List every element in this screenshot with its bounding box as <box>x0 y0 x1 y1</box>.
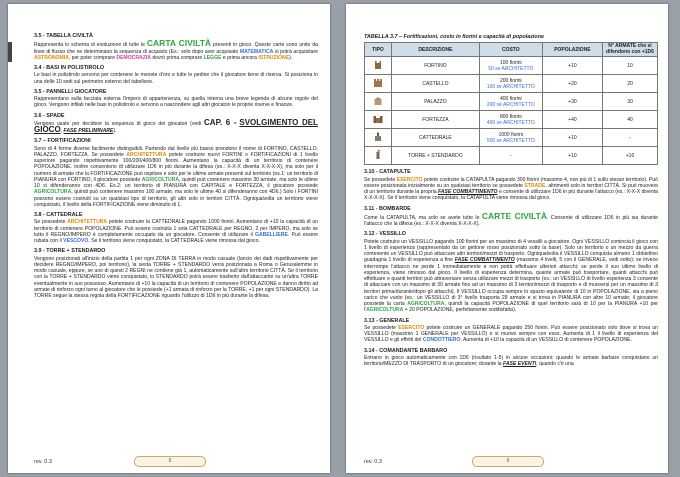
table-row <box>365 57 658 75</box>
table-row <box>365 75 658 93</box>
row-description: PALAZZO <box>392 93 480 111</box>
row-description: CASTELLO <box>392 75 480 93</box>
revision-label: rev. 0.3 <box>364 459 382 465</box>
paragraph: Sono di 4 forme diverse facilmente distinguibili. Partendo dal livello più basso prendono il nome di FORTINO, CASTELLO, PALAZZO, FORTEZZA. Se possedete ARCHITETTURA potete costruire nuovi FORTINI o FORTIFICAZIONI di 1 livello superiore pagando rispettivamente 100/200/400/800 fiorini. Aumentano la capacità di un territorio di contenere POPOLAZIONE. Inoltre consentono di utilizzare 1D6 in più durante la difesa (es.: X-X-X diventa X-X-X-X), ma solo per il numero di armate che la FORTIFICAZIONE può ospitare e solo per le ultime armate presenti sul territorio (es.1: un territorio di PIANURA con FORTINO, il giocatore possiede AGRICOLTURA, quindi può contenere massimo 30 armate, ma solo le ultime 10 si difenderanno con 4D6. Es.2: un territorio di PIANURA con CAPITALE e FORTEZZA, il giocatore possiede AGRICOLTURA, quindi può contenere massimo 100 armate, ma solo le ultime 40 si difenderanno con 4D6.) Solo i FORTINI possono essere costruiti su un qualsiasi tipo di territorio, gli altri solo in territori CITTÀ. Ogniqualvolta un territorio viene conquistato, il livello della FORTIFICAZIONE viene diminuito di 1. <box>34 145 319 208</box>
page-number: 5 <box>134 456 206 467</box>
fortino-icon <box>365 57 392 75</box>
section-title: 3.6 - SPADE <box>34 112 65 119</box>
column-header: N° ARMATE che si difendono con +1D6 <box>603 43 658 57</box>
section-title: 3.7 – FORTIFICAZIONI <box>34 138 91 145</box>
section-title: 3.14 - COMANDANTE BARBARO <box>364 347 448 354</box>
row-cost: 400 fiorini 200 se ARCHITETTO <box>479 93 542 111</box>
row-armies: 40 <box>603 111 658 129</box>
section-title: 3.11 - BOMBARDE <box>364 205 411 212</box>
paragraph: Vengono usate per decidere la sequenza di gioco dei giocatori (vedi CAP. 6 - SVOLGIMENTO DEL GIOCO, FASE PRELIMINARE). <box>34 117 318 134</box>
page-number: 6 <box>472 456 544 467</box>
row-armies: +10 <box>603 147 658 165</box>
row-armies: 20 <box>603 75 658 93</box>
row-population: +30 <box>542 93 602 111</box>
page-left-content <box>34 29 318 302</box>
column-header: COSTO <box>479 43 542 57</box>
table-row <box>365 129 658 147</box>
paragraph: Le basi in polistirolo servono per contenere le monete d'oro e tutte le pedine che il giocatore tiene di riserva. Si posiziona in una delle 10 sedi sul perimetro esterno del tabellone. <box>34 72 318 85</box>
fortezza-icon <box>365 111 392 129</box>
paragraph: Se possedete ESERCITO potete costruire la CATAPULTA pagando 300 fiorini (massimo 4, non più di 1 sullo stesso territorio). Può essere posizionata inizialmente su un qualsiasi territorio se possedete STRADE, altrimenti solo in territori CITTÀ. Si può muovere di un territorio durante la propria FASE COMBATTIMENTO e consente di utilizzare 1D6 in più durante l'attacco (es.: X-X-X diventa X-X-X-X). Se il territorio viene conquistato, la CATAPULTA viene rimossa dal gioco. <box>364 176 659 202</box>
column-header: DESCRIZIONE <box>392 43 480 57</box>
row-cost: 1000 fiorini 500 se ARCHITETTO <box>479 129 542 147</box>
row-description: FORTINO <box>392 57 480 75</box>
column-header: POPOLAZIONE <box>542 43 602 57</box>
section-title: 3.8 - CATTEDRALE <box>34 212 83 218</box>
row-cost: - <box>479 147 542 165</box>
row-armies: - <box>603 129 658 147</box>
fortifications-table <box>364 42 658 165</box>
paragraph: Se possedete ESERCITO potete costruire un GENERALE pagando 250 fiorini. Può essere posizionato solo dove si trova un VESSILLO (massimo 1 GENERALE per VESSILLO) e si muove sempre con esso. Aumenta di 1 il livello di esperienza del VESSILLO e gli effetti del CONDOTTIERO. Aumenta di +10 la capacità di un VESSILLO di contenere POPOLAZIONE. <box>364 324 659 344</box>
paragraph: Se possedete ARCHITETTURA potete costruire la CATTEDRALE pagando 1000 fiorini. Aumentano di +10 la capacità di un territorio di contenere POPOLAZIONE. Può essere costruita 1 sola CATTEDRALE per REGNO, 2 per IMPERO, ma solo se tutto il REGNO/IMPERO è completamente occupato da un giocatore. Consente di utilizzare il GABELLIERE. Può essere rubata con il VESCOVO. Se il territorio viene conquistato, la CATTEDRALE viene rimossa dal gioco. <box>34 219 319 244</box>
table-caption: TABELLA 3.7 – Fortificazioni, costo in fiorini e capacità di popolazione <box>364 34 545 40</box>
page-left <box>8 4 330 473</box>
table-header-row <box>365 43 658 57</box>
table-row <box>365 111 658 129</box>
row-population: +20 <box>542 75 602 93</box>
row-cost: 800 fiorini 400 se ARCHITETTO <box>479 111 542 129</box>
paragraph: Come la CATAPULTA, ma solo se avete tutte le CARTE CIVILTÀ. Consente di utilizzare 1D6 in più sia durante l'attacco che la difesa (es.: X-X-X diventa X-X-X-X). <box>364 210 659 227</box>
section-title: 3.5 - TABELLA CIVILTÀ <box>34 33 93 39</box>
row-description: CATTEDRALE <box>392 129 480 147</box>
row-description: TORRE + STENDARDO <box>392 147 480 165</box>
paragraph: Vengono posizionati all'inizio della partita 1 per ogni ZONA DI TERRA in modo casuale (lancio dei dadi rispettivamente per decidere REGNO/IMPERO, poi territorio), la sesta TORRE + STENDARDO verrà posizionata a Roma o Gerusalemme in modo casuale, eppure, se uno di questi 2 REGNI ne contiene già 1, automaticamente sull'altro territorio CITTÀ. Se il territorio con la TORRE + STENDARDO viene conquistato, lo STENDARDO potrà essere trasferito dall'attaccante su un'altra TORRE eventualmente in suo possesso. Aumentano di +10 la capacità di un territorio di contenere POPOLAZIONE e danno diritto ad armate di rinforzo ogni turno al giocatore che le possiede (+1 armata di rinforzo per la TORRE, +1 per ogni STENDARDO). La TORRE segue la stessa regola della FORTIFICAZIONE riguardo l'utilizzo di 1D6 in più durante la difesa. <box>34 255 318 299</box>
page-right <box>346 4 668 473</box>
section-title: 3.5 - PANNELLI GIOCATORE <box>34 88 107 95</box>
column-header: TIPO <box>365 43 392 57</box>
paragraph: Rappresenta lo schema di evoluzione di tutte le CARTA CIVILTÀ presenti in gioco. Queste carte sono unite da linee di flusso che ne determinano la sequenza di acquisto (Es.: solo dopo aver acquisato MATEMATICA si potrà acquisitare ASTRONOMIA, per poter comprare DEMOCRAZIA dovrò prima comprare LEGGE e prima ancora ISTRUZIONE). <box>34 38 319 61</box>
section-marker <box>8 42 12 62</box>
table-row <box>365 93 658 111</box>
row-population: +10 <box>542 57 602 75</box>
row-description: FORTEZZA <box>392 111 480 129</box>
row-cost: 100 fiorini 50 se ARCHITETTO <box>479 57 542 75</box>
row-armies: 10 <box>603 57 658 75</box>
row-cost: 200 fiorini 100 se ARCHITETTO <box>479 75 542 93</box>
paragraph: Rappresentano sulla facciata esterna l'impero di appartenenza, su quella interna una breve legenda di alcune regole del gioco. Vengono infilati nelle basi in polistirolo e servono a nascondere agli altri giocatori le proprie riserve e finanze. <box>34 96 318 109</box>
row-population: +10 <box>542 129 602 147</box>
section-title: 3.9 - TORRE + STENDARDO <box>34 248 106 255</box>
row-population: +40 <box>542 111 602 129</box>
paragraph: Entrano in gioco automaticamente con 1D6 (risultato 1-5) in alcune occasioni: quando le armate barbare conquistano un territorio/MEZZO DI TRASPORTO di un giocatore; durante la FASE EVENTI, quando c'è una <box>364 354 658 367</box>
section-title: 3.4 - BASI IN POLISTIROLO <box>34 65 105 71</box>
section-title: 3.12 - VESSILLO <box>364 231 406 238</box>
paragraph: Potete costruire un VESSILLO pagando 100 fiorini per un massimo di 4 vessilli a giocatore. Ogni VESSILLO comincia il gioco con 1 livello di esperienza (rappresentato da un gettone rosso posizionato sotto la base). Solo un territorio o un mezzo da guerra contenente un VESSILLO può attaccare altri territori/mezzi di trasporto. Ogniqualvolta il VESSILLO conquista almeno 1 obbiettivo guadagna 1 livello di esperienza a fine FASE COMBATTIMENTO (massimo 4 livelli, 5 con il GENERALE, vedi sotto); se invece interrompe l'attacco ne perde 1 immediatamente e non potrà effettuare ulteriori attacchi; se perde il suo ultimo livello di esperienza, viene rimosso dal gioco. Il livello di esperienza determina, quante armate può trasportare, quanti attacchi può effettuare e quanti territori può attraversare senza utilizzare mezzi di trasporto (es.: un VESSILLO di livello esperienza 3 consente di attaccare con un massimo di 30 armate fino ad un massimo di 3 territori/mezzi di trasporto e di muoversi per un massimo di 3 territori prima/durante/dopo gli attacchi). Il VESSILLO occupa sempre lo spazio equivalente di 10 in POPOLAZIONE, sia a pieno carico che vuoto (es.: un VESSILLO di 3° livello trasporta 28 armate e si trova in PIANURA con altre 10 armate; il giocatore possiede la carta AGRICOLTURA, quindi la capacità POPOLAZIONE di quel territorio sarà di 10 per la PIANURA +10 per l'AGRICOLTURA + 20 POPOLAZIONE, perfettamente soddisfatta). <box>364 238 659 314</box>
row-armies: 30 <box>603 93 658 111</box>
page-right-content <box>364 34 658 370</box>
section-title: 3.10 - CATAPULTE <box>364 169 411 176</box>
table-row <box>365 147 658 165</box>
revision-label: rev. 0.3 <box>34 459 52 465</box>
row-population: +10 <box>542 147 602 165</box>
section-title: 3.13 - GENERALE <box>364 317 410 324</box>
palazzo-icon <box>365 93 392 111</box>
torre-icon <box>365 147 392 165</box>
castello-icon <box>365 75 392 93</box>
cattedrale-icon <box>365 129 392 147</box>
